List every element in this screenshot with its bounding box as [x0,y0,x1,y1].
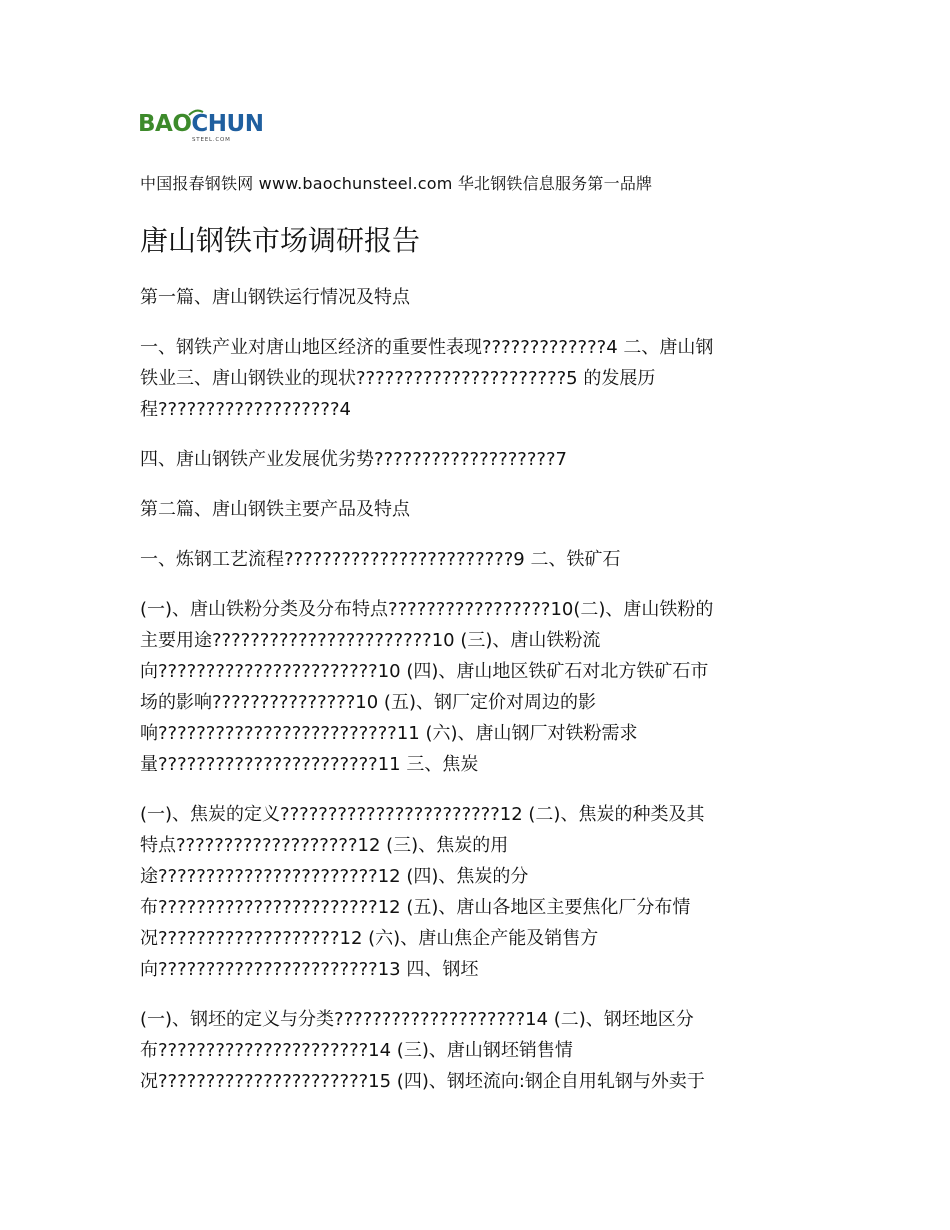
toc-line: 途???????????????????????12 (四)、焦炭的分 [140,866,529,887]
toc-line: 布???????????????????????12 (五)、唐山各地区主要焦化厂分布情 [140,897,691,918]
toc-line: (一)、唐山铁粉分类及分布特点?????????????????10(二)、唐山铁粉的 [140,599,714,620]
toc-line: 量???????????????????????11 三、焦炭 [140,754,479,775]
toc-line: 特点???????????????????12 (三)、焦炭的用 [140,835,509,856]
toc-paragraph [140,444,820,475]
toc-line: 程???????????????????4 [140,399,351,420]
logo-swoosh-icon [188,109,204,116]
toc-line: 响?????????????????????????11 (六)、唐山钢厂对铁粉需求 [140,723,638,744]
toc-line: 一、钢铁产业对唐山地区经济的重要性表现?????????????4 二、唐山钢 [140,337,714,358]
toc-paragraph [140,282,820,313]
toc-line: 第一篇、唐山钢铁运行情况及特点 [140,287,410,308]
toc-paragraph [140,799,820,985]
toc-line: 向???????????????????????13 四、钢坯 [140,959,479,980]
toc-line: (一)、钢坯的定义与分类????????????????????14 (二)、钢坯地区分 [140,1009,694,1030]
toc-line: 况???????????????????12 (六)、唐山焦企产能及销售方 [140,928,599,949]
toc-paragraph [140,494,820,525]
toc-line: 况??????????????????????15 (四)、钢坯流向:钢企自用轧钢与外卖于 [140,1071,705,1092]
logo-subtext: STEEL.COM [192,137,231,143]
toc-line: 一、炼钢工艺流程????????????????????????9 二、铁矿石 [140,549,621,570]
toc-paragraph [140,544,820,575]
baochun-logo [138,111,264,148]
toc-paragraph [140,594,820,780]
toc-line: 第二篇、唐山钢铁主要产品及特点 [140,499,410,520]
toc-line: 布??????????????????????14 (三)、唐山钢坯销售情 [140,1040,573,1061]
toc-line: 铁业三、唐山钢铁业的现状??????????????????????5 的发展历 [140,368,656,389]
logo-text-a: BAO [138,111,192,137]
toc-line: 四、唐山钢铁产业发展优劣势???????????????????7 [140,449,567,470]
toc-paragraph [140,1004,820,1097]
logo-text-b: CHUN [191,111,264,137]
toc-line: (一)、焦炭的定义???????????????????????12 (二)、焦炭的种类及其 [140,804,705,825]
toc-line: 场的影响???????????????10 (五)、钢厂定价对周边的影 [140,692,596,713]
document-title: 唐山钢铁市场调研报告 [140,224,421,257]
toc-paragraph [140,332,820,425]
site-tagline: 中国报春钢铁网 www.baochunsteel.com 华北钢铁信息服务第一品牌 [140,174,653,193]
toc-line: 主要用途???????????????????????10 (三)、唐山铁粉流 [140,630,601,651]
table-of-contents [140,282,820,1116]
toc-line: 向???????????????????????10 (四)、唐山地区铁矿石对北方铁矿石市 [140,661,709,682]
